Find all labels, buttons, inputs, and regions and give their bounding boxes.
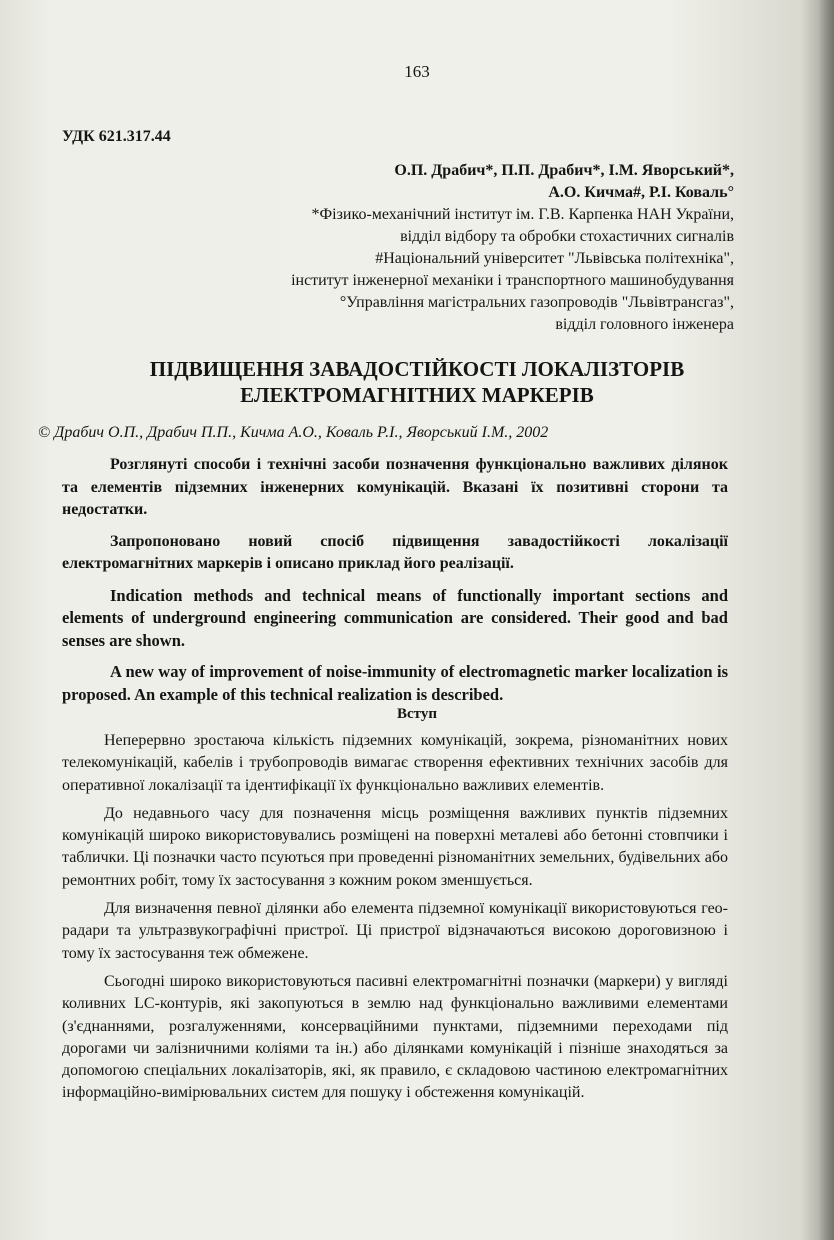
affiliation-line: *Фізико-механічний інститут ім. Г.В. Карпенка НАН України,	[311, 206, 734, 223]
body-paragraph: Сьогодні широко використовуються пасивні електромагнітні позначки (маркери) у вигляді коливних LC-контурів, які закопуються в землю над функціонально важливими елементами (з'єднаннями, розгалуженнями, консерваційними пунктами, підземними переходами під дорогами чи залізничними коліями та ін.) або ділянками комунікацій і пізніше знаходяться за допомогою спеціальних локалізаторів, які, як правило, є складовою частиною електромагнітних інформаційно-вимірювальних систем для пошуку і обстеження комунікацій.	[62, 972, 728, 1102]
author-block	[134, 160, 734, 336]
abstract-english-1: Indication methods and technical means of functionally important sections and elements of underground engineering communication are considered. Their good and bad senses are shown.	[62, 585, 728, 650]
body-text	[62, 730, 728, 1111]
paper-title-line-1: ПІДВИЩЕННЯ ЗАВАДОСТІЙКОСТІ ЛОКАЛІЗТОРІВ	[149, 357, 685, 381]
paper-title-line-2: ЕЛЕКТРОМАГНІТНИХ МАРКЕРІВ	[240, 383, 594, 407]
body-paragraph: Для визначення певної ділянки або елемента підземної комунікації використовуються гео-радари та ультразвукографічні пристрої. Ці пристрої відзначаються високою дороговизною і тому їх застосування теж обмежене.	[62, 900, 728, 962]
affiliation-line: відділ головного інженера	[555, 316, 734, 333]
section-heading-introduction: Вступ	[397, 706, 437, 722]
affiliation-line: відділ відбору та обробки стохастичних сигналів	[400, 228, 734, 245]
abstract	[62, 454, 728, 715]
body-paragraph: Неперервно зростаюча кількість підземних комунікацій, зокрема, різноманітних нових телекомунікацій, кабелів і трубопроводів вимагає створення ефективних технічних засобів для оперативної локалізації та ідентифікації їх функціонально важливих елементів.	[62, 732, 728, 794]
paper-title	[62, 356, 772, 408]
author-names-line-2: А.О. Кичма#, Р.І. Коваль°	[548, 184, 734, 201]
udc-code: УДК 621.317.44	[62, 128, 171, 145]
page-edge-shadow	[818, 0, 834, 1240]
abstract-ukrainian-1: Розглянуті способи і технічні засоби позначення функціонально важливих ділянок та елементів підземних інженерних комунікацій. Вказані їх позитивні сторони та недостатки.	[62, 456, 728, 518]
abstract-english-2: A new way of improvement of noise-immunity of electromagnetic marker localization is proposed. An example of this technical realization is described.	[62, 662, 728, 704]
affiliation-line: інститут інженерної механіки і транспортного машинобудування	[291, 272, 734, 289]
body-paragraph: До недавнього часу для позначення місць розміщення важливих пунктів підземних комунікацій широко використовувались розміщені на поверхні металеві або бетонні стовпчики і таблички. Ці позначки часто псуються при проведенні різноманітних земельних, будівельних або ремонтних робіт, тому їх застосування з кожним роком зменшується.	[62, 804, 728, 889]
copyright-line: © Драбич О.П., Драбич П.П., Кичма А.О., Коваль Р.І., Яворський І.М., 2002	[38, 424, 549, 441]
affiliation-line: #Національний університет "Львівська політехніка",	[375, 250, 734, 267]
affiliation-line: °Управління магістральних газопроводів "Львівтрансгаз",	[339, 294, 734, 311]
author-names-line-1: О.П. Драбич*, П.П. Драбич*, І.М. Яворський*,	[394, 162, 734, 179]
page-number: 163	[404, 62, 430, 81]
abstract-ukrainian-2: Запропоновано новий спосіб підвищення завадостійкості локалізації електромагнітних маркерів і описано приклад його реалізації.	[62, 532, 728, 572]
